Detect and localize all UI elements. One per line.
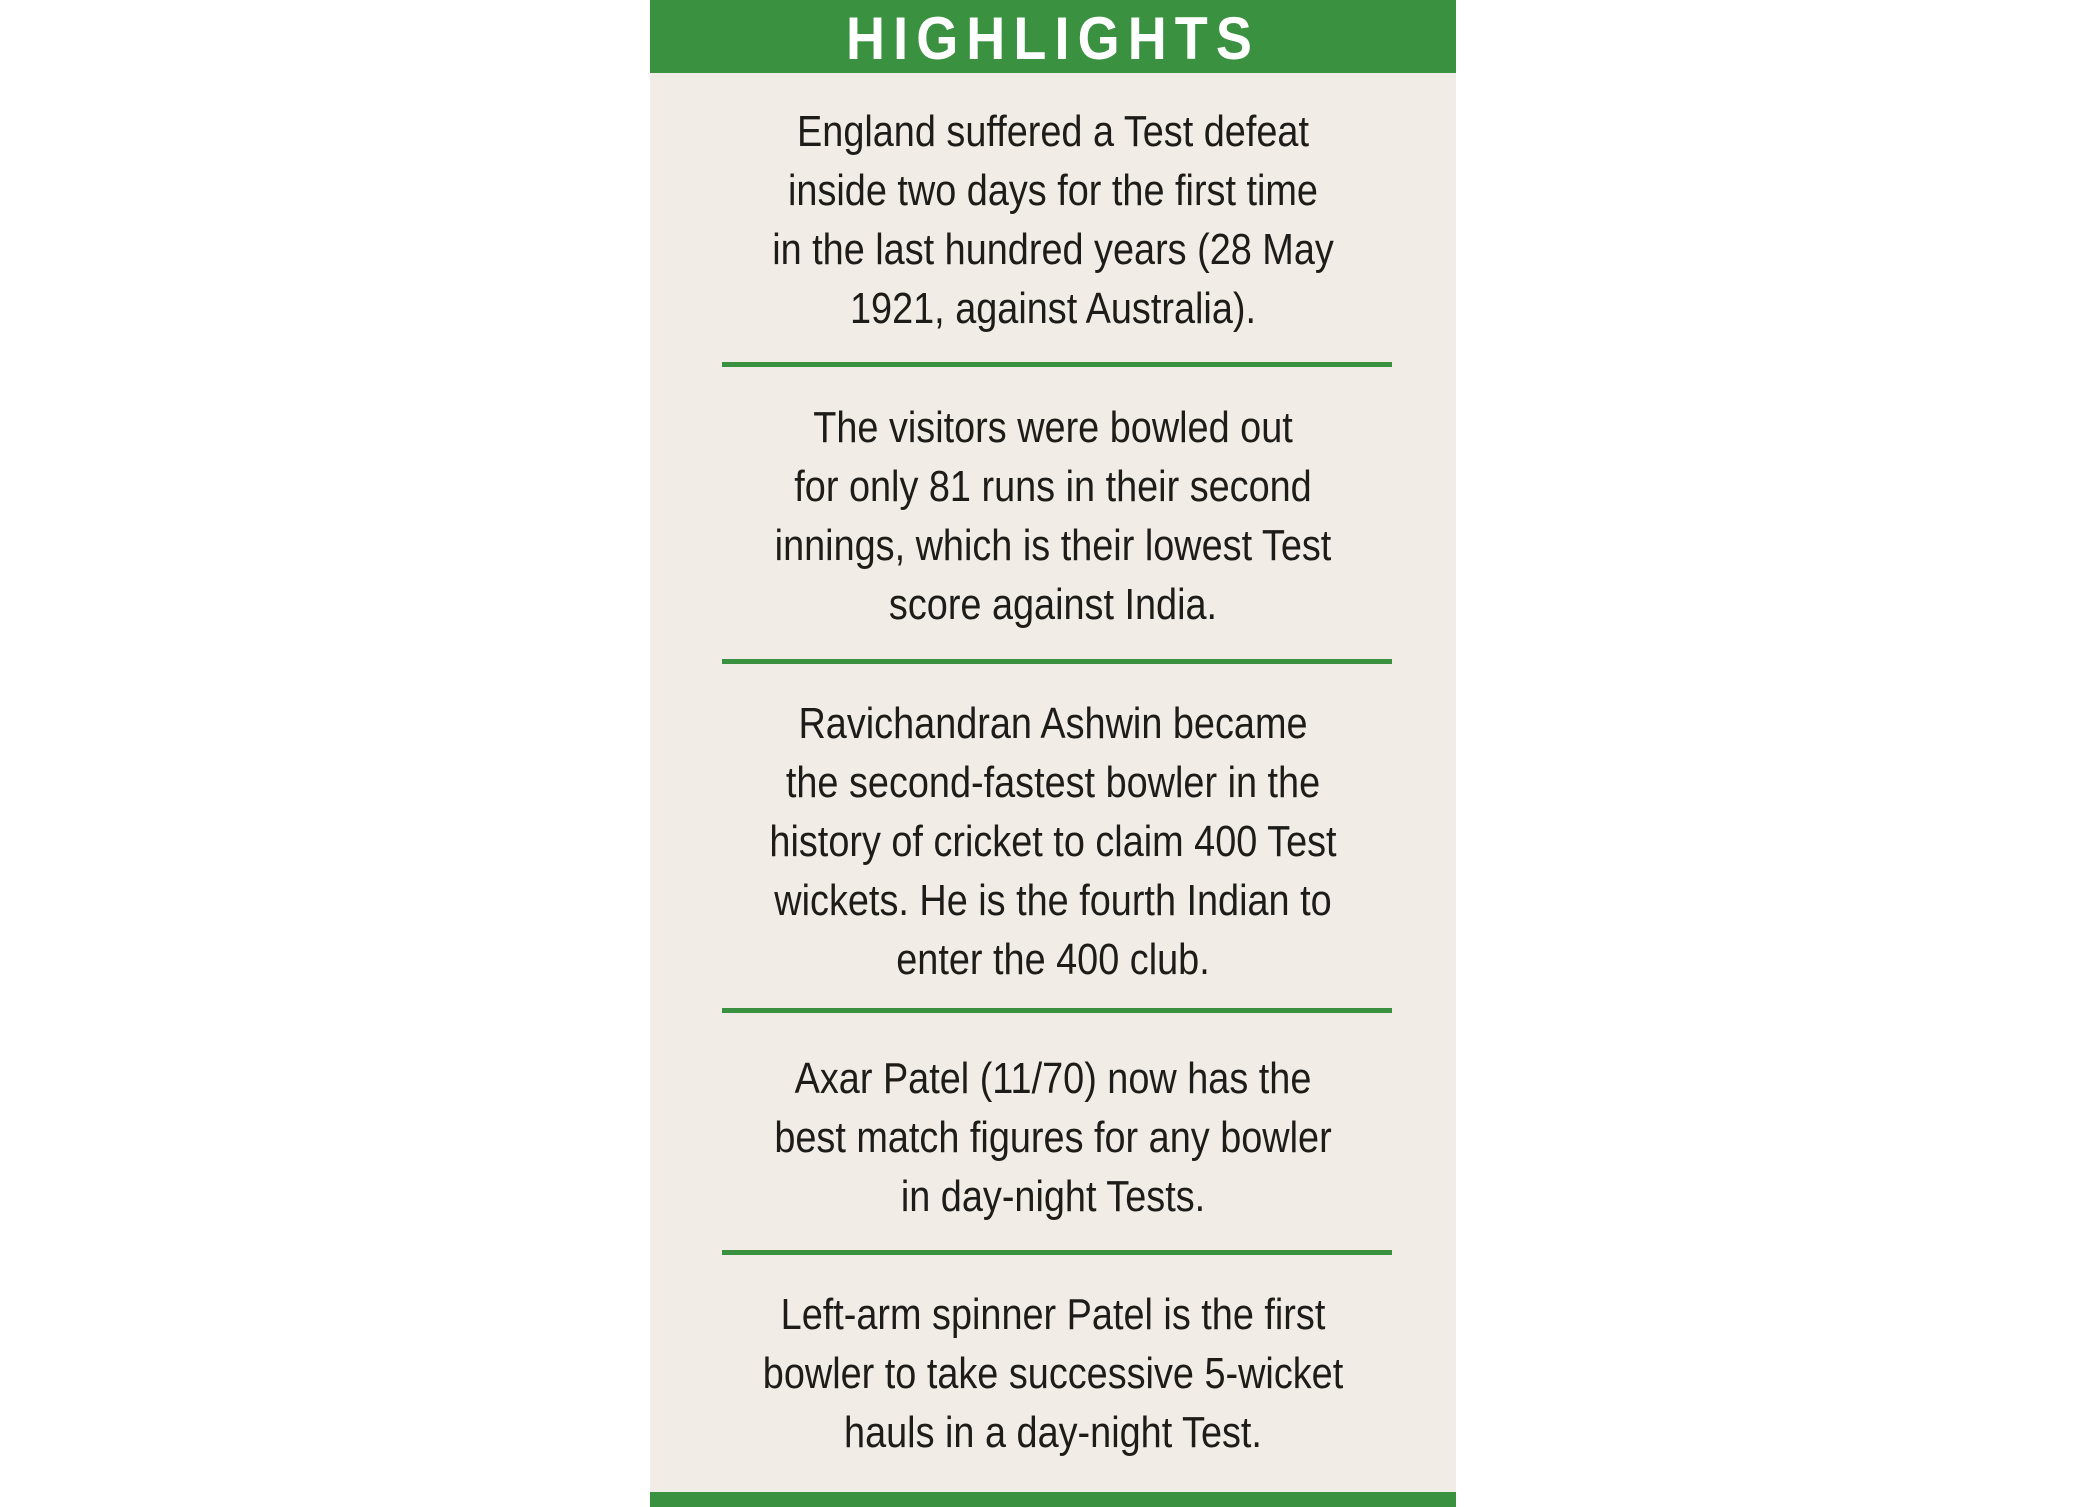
divider-4 <box>722 1250 1392 1255</box>
highlight-item-3-line-1: Ravichandran Ashwin became <box>798 699 1308 748</box>
highlight-item-3 <box>706 694 1399 989</box>
divider-1 <box>722 362 1392 367</box>
highlight-item-4 <box>706 1049 1399 1226</box>
highlight-item-4-line-1: Axar Patel (11/70) now has the <box>794 1054 1312 1103</box>
highlight-item-3-line-2: the second-fastest bowler in the <box>785 758 1321 807</box>
highlight-item-2-line-2: for only 81 runs in their second <box>794 462 1312 511</box>
highlight-item-5-line-3: hauls in a day-night Test. <box>844 1408 1262 1457</box>
highlights-title: HIGHLIGHTS <box>846 4 1260 72</box>
highlight-item-5-line-2: bowler to take successive 5-wicket <box>762 1349 1344 1398</box>
highlight-item-3-line-3: history of cricket to claim 400 Test <box>769 817 1337 866</box>
highlights-panel <box>650 0 1456 1507</box>
highlight-item-3-line-5: enter the 400 club. <box>896 935 1210 984</box>
highlight-item-5-line-1: Left-arm spinner Patel is the first <box>780 1290 1326 1339</box>
highlight-item-1-line-4: 1921, against Australia). <box>849 284 1256 333</box>
highlight-item-1-line-2: inside two days for the first time <box>788 166 1318 215</box>
highlight-item-2 <box>706 398 1399 634</box>
bottom-border <box>650 1492 1456 1507</box>
highlight-item-1-line-3: in the last hundred years (28 May <box>772 225 1334 274</box>
highlight-item-5 <box>706 1285 1399 1462</box>
highlight-item-2-line-4: score against India. <box>888 580 1218 629</box>
divider-3 <box>722 1008 1392 1013</box>
highlight-item-4-line-2: best match figures for any bowler <box>774 1113 1332 1162</box>
highlight-item-2-line-1: The visitors were bowled out <box>813 403 1293 452</box>
highlight-item-2-line-3: innings, which is their lowest Test <box>774 521 1332 570</box>
highlights-header <box>650 0 1456 73</box>
highlight-item-1 <box>706 102 1399 338</box>
highlight-item-1-line-1: England suffered a Test defeat <box>797 107 1309 156</box>
highlight-item-3-line-4: wickets. He is the fourth Indian to <box>774 876 1332 925</box>
highlight-item-4-line-3: in day-night Tests. <box>900 1172 1206 1221</box>
divider-2 <box>722 659 1392 664</box>
